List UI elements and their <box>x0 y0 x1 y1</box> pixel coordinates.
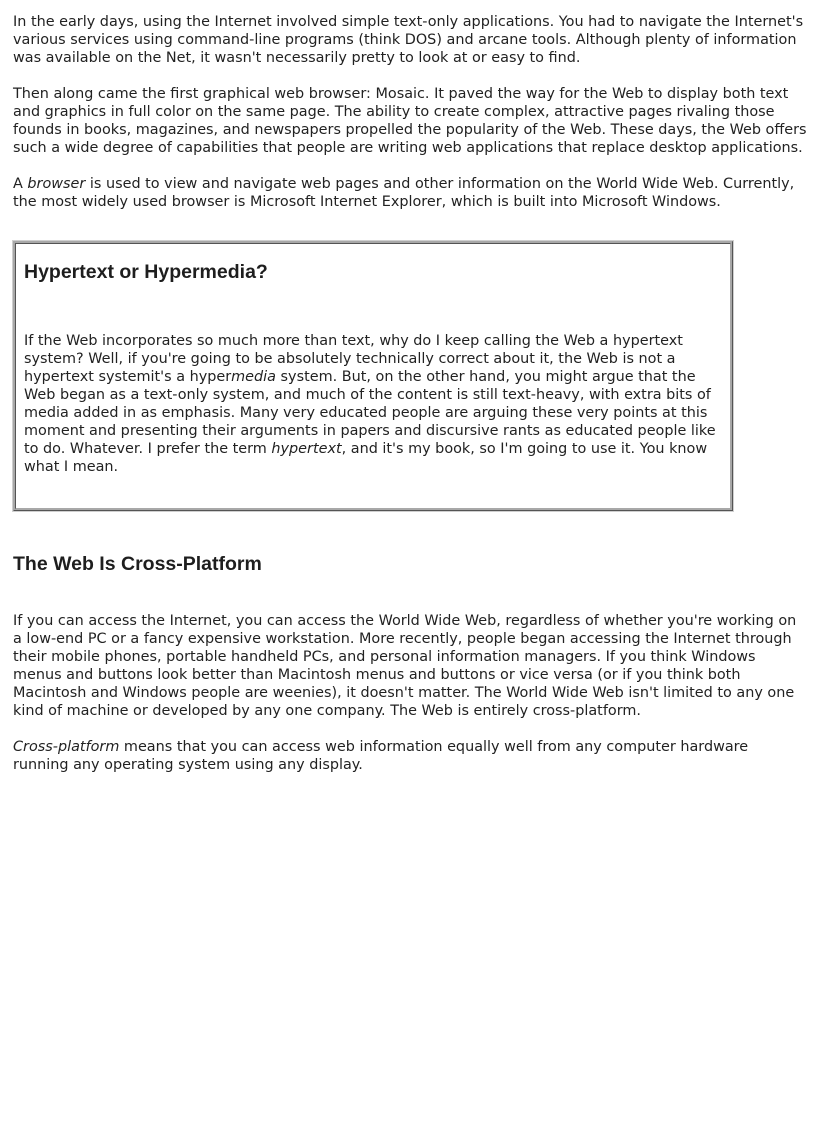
text-run: If the Web incorporates so much more than text, why do I keep calling the Web a hypertext system? Well, if you're going to be absolutely technically correct about it, the Web is not a hypertext systemit's a hyper <box>24 333 683 385</box>
sidebar-box <box>13 241 733 511</box>
term-cross-platform: Cross-platform <box>13 739 120 755</box>
document-page <box>13 13 808 774</box>
emphasis-media: media <box>231 369 276 385</box>
section-paragraph-2 <box>13 738 808 774</box>
text-run: , and it's my book, so I'm going to use it. You know what I mean. <box>24 441 708 475</box>
section-paragraph-1: If you can access the Internet, you can access the World Wide Web, regardless of whether you're working on a low-end PC or a fancy expensive workstation. More recently, people began accessing the Internet through their mobile phones, portable handheld PCs, and personal information managers. If you think Windows menus and buttons look better than Macintosh menus and buttons or vice versa (or if you think both Macintosh and Windows people are weenies), it doesn't matter. The World Wide Web isn't limited to any one kind of machine or developed by any one company. The Web is entirely cross-platform. <box>13 613 797 719</box>
section-heading: The Web Is Cross-Platform <box>13 553 262 575</box>
text-run: means that you can access web information equally well from any computer hardware running any operating system using any display. <box>13 739 749 773</box>
text-run: A <box>13 176 28 192</box>
intro-paragraph-2: Then along came the first graphical web browser: Mosaic. It paved the way for the Web to display both text and graphics in full color on the same page. The ability to create complex, attractive pages rivaling those founds in books, magazines, and newspapers propelled the popularity of the Web. These days, the Web offers such a wide degree of capabilities that people are writing web applications that replace desktop applications. <box>13 86 807 156</box>
intro-paragraph-3 <box>13 175 808 211</box>
term-browser: browser <box>27 176 86 192</box>
sidebar-title: Hypertext or Hypermedia? <box>24 261 268 283</box>
text-run: is used to view and navigate web pages and other information on the World Wide Web. Currently, the most widely used browser is Microsoft Internet Explorer, which is built into Microsoft Windows. <box>13 176 795 210</box>
sidebar-paragraph <box>24 332 720 476</box>
text-run: system. But, on the other hand, you might argue that the Web began as a text-only system, and much of the content is still text-heavy, with extra bits of media added in as emphasis. Many very educated people are arguing these very points at this moment and presenting their arguments in papers and discursive rants as educated people like to do. Whatever. I prefer the term <box>24 369 716 457</box>
intro-paragraph-1: In the early days, using the Internet involved simple text-only applications. You had to navigate the Internet's various services using command-line programs (think DOS) and arcane tools. Although plenty of information was available on the Net, it wasn't necessarily pretty to look at or easy to find. <box>13 14 804 66</box>
emphasis-hypertext: hypertext <box>271 441 342 457</box>
